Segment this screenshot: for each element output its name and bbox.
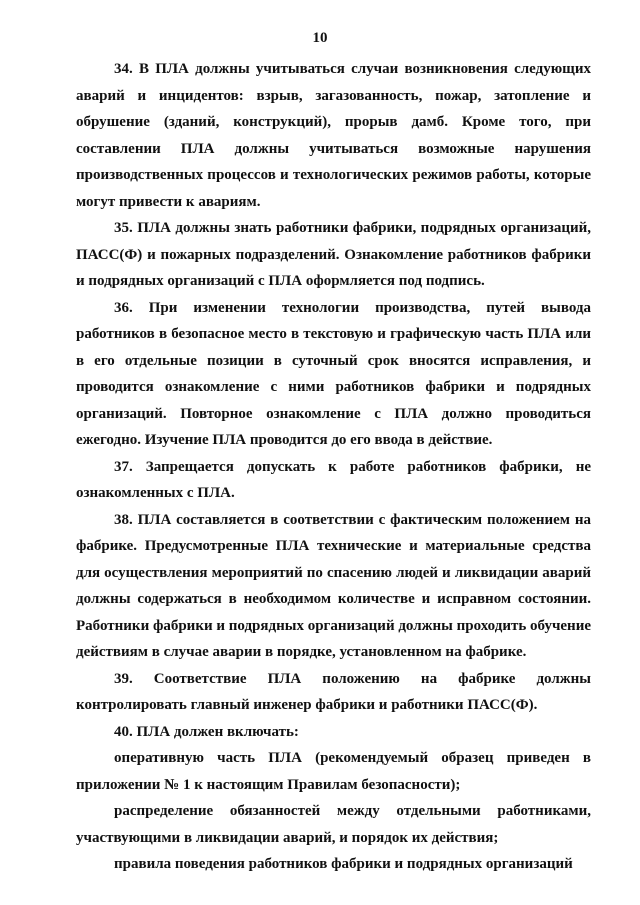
paragraph-38: 38. ПЛА составляется в соответствии с фактическим положением на фабрике. Предусмотренные ПЛА технические и материальные средства для осуществления мероприятий по спасению людей и ликвидации аварий должны содержаться в необходимом количестве и исправном состоянии. Работники фабрики и подрядных организаций должны проходить обучение действиям в случае аварии в порядке, установленном на фабрике. [76,511,592,660]
list-item-behavior-rules: правила поведения работников фабрики и подрядных организаций [114,856,573,872]
list-item-duties: распределение обязанностей между отдельными работниками, участвующими в ликвидации аварий, и порядок их действия; [76,803,591,846]
page-number: 10 [312,30,328,46]
paragraph-34: 34. В ПЛА должны учитываться случаи возникновения следующих аварий и инцидентов: взрыв, загазованность, пожар, затопление и обрушение (зданий, конструкций), прорыв дамб. Кроме того, при составлении ПЛА должны учитываться возможные нарушения производственных процессов и технологических режимов работы, которые могут привести к авариям. [76,61,591,210]
paragraph-35: 35. ПЛА должны знать работники фабрики, подрядных организаций, ПАСС(Ф) и пожарных подразделений. Ознакомление работников фабрики и подрядных организаций с ПЛА оформляется под подпись. [76,220,591,289]
paragraph-40: 40. ПЛА должен включать: [114,723,299,740]
paragraph-37: 37. Запрещается допускать к работе работников фабрики, не ознакомленных с ПЛА. [76,458,591,501]
paragraph-36: 36. При изменении технологии производства, путей вывода работников в безопасное место в текстовую и графическую часть ПЛА или в его отдельные позиции в суточный срок вносятся исправления, и проводится ознакомление с ними работников фабрики и подрядных организаций. Повторное ознакомление с ПЛА должно проводиться ежегодно. Изучение ПЛА проводится до его ввода в действие. [76,299,591,448]
document-body [76,56,591,878]
list-item-operative-part: оперативную часть ПЛА (рекомендуемый образец приведен в приложении № 1 к настоящим Правилам безопасности); [76,750,591,793]
paragraph-39: 39. Соответствие ПЛА положению на фабрике должны контролировать главный инженер фабрики и работники ПАСС(Ф). [76,670,591,713]
